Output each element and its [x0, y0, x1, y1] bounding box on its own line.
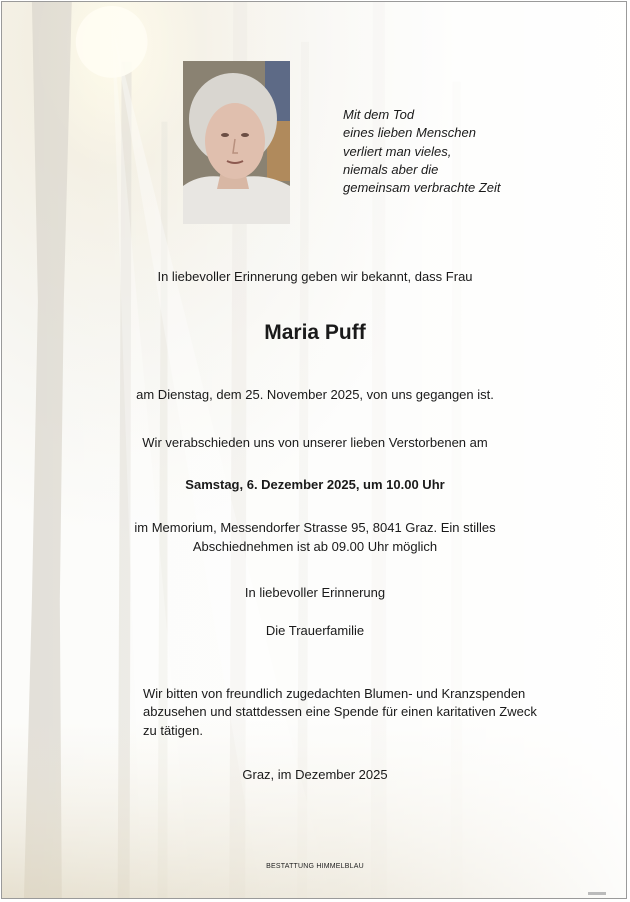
donation-line: abzusehen und stattdessen eine Spende für einen karitativen Zweck [143, 704, 537, 720]
memorial-quote [343, 106, 603, 197]
location-line-2: Abschiednehmen ist ab 09.00 Uhr möglich [192, 539, 438, 554]
quote-line: niemals aber die [343, 161, 439, 177]
footer-mark [588, 892, 606, 895]
family-signature: Die Trauerfamilie [265, 623, 365, 638]
donation-line: zu tätigen. [143, 722, 203, 738]
portrait-photo [183, 61, 290, 224]
portrait-image [183, 61, 290, 224]
ceremony-date: Samstag, 6. Dezember 2025, um 10.00 Uhr [185, 477, 445, 492]
donation-request [143, 685, 563, 740]
deceased-name: Maria Puff [264, 321, 366, 344]
quote-line: verliert man vieles, [343, 143, 452, 159]
quote-line: gemeinsam verbrachte Zeit [343, 180, 501, 196]
quote-line: Mit dem Tod [343, 107, 415, 122]
intro-text: In liebevoller Erinnerung geben wir bekannt, dass Frau [157, 269, 473, 284]
donation-line: Wir bitten von freundlich zugedachten Blumen- und Kranzspenden [143, 686, 526, 701]
location-line-1: im Memorium, Messendorfer Strasse 95, 8041 Graz. Ein stilles [134, 520, 496, 535]
memory-text: In liebevoller Erinnerung [244, 585, 386, 600]
farewell-intro: Wir verabschieden uns von unserer lieben Verstorbenen am [142, 435, 488, 450]
quote-line: eines lieben Menschen [343, 125, 476, 141]
place-date: Graz, im Dezember 2025 [242, 767, 388, 782]
death-notice: am Dienstag, dem 25. November 2025, von uns gegangen ist. [136, 387, 494, 402]
obituary-page [1, 1, 627, 899]
funeral-home-name: BESTATTUNG HIMMELBLAU [266, 863, 364, 870]
